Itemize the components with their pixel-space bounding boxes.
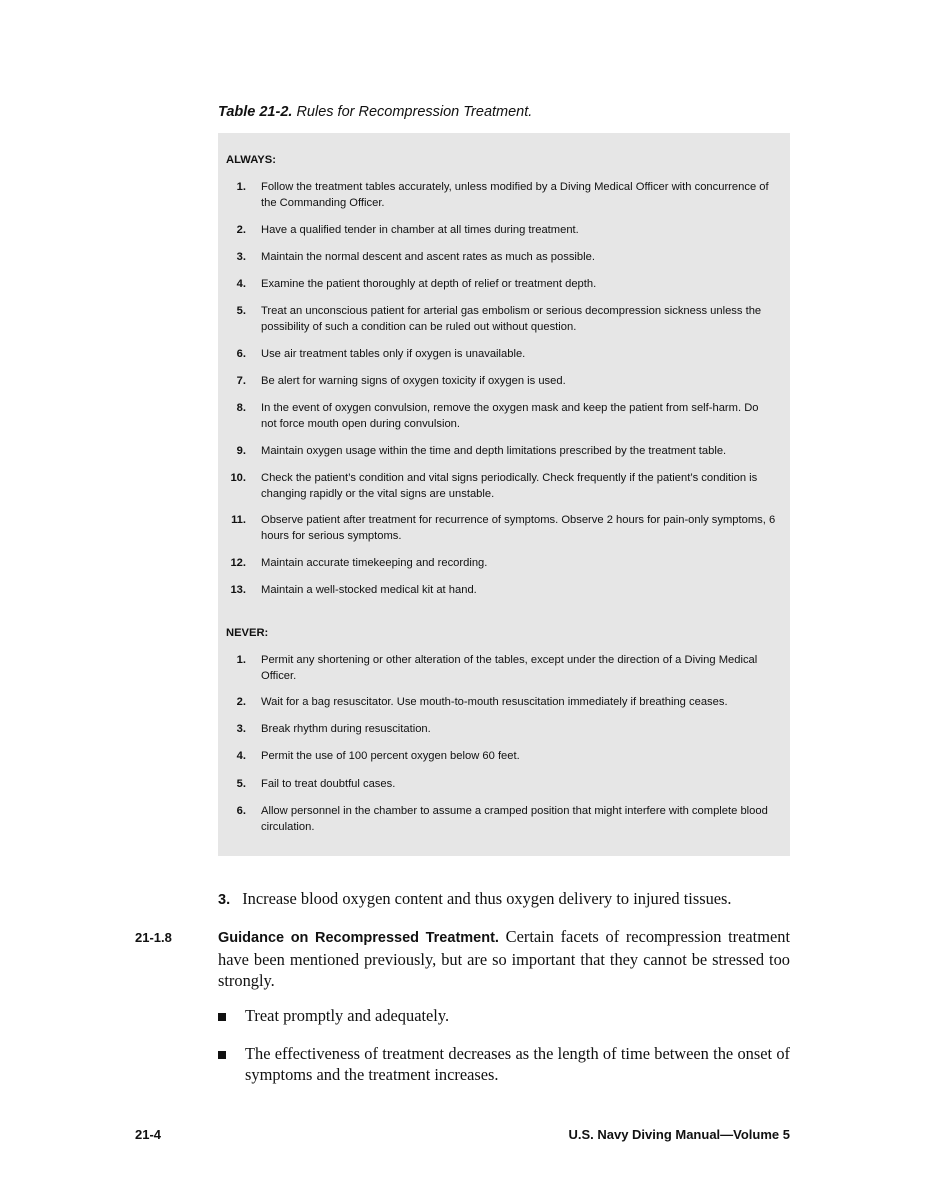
always-item-num: 12. xyxy=(230,557,246,569)
always-item-num: 13. xyxy=(230,584,246,596)
section-title: Guidance on Recompressed Treatment. xyxy=(218,930,499,946)
section-body: Certain facets of recompression treatment have been mentioned previously, but are so important that they cannot be stressed too strongly. xyxy=(218,927,790,990)
always-item-text: Have a qualified tender in chamber at all times during treatment. xyxy=(261,224,579,236)
always-item-text: Maintain a well-stocked medical kit at hand. xyxy=(261,584,477,596)
always-item-num: 11. xyxy=(231,514,246,526)
always-item-text: In the event of oxygen convulsion, remove the oxygen mask and keep the patient from self-harm. Do not force mouth open during convulsion. xyxy=(261,402,759,430)
never-item-num: 2. xyxy=(236,696,246,708)
never-item-num: 5. xyxy=(236,778,246,790)
list-item-3-text: Increase blood oxygen content and thus oxygen delivery to injured tissues. xyxy=(242,889,732,908)
never-heading: NEVER: xyxy=(226,627,269,639)
always-item-num: 9. xyxy=(236,445,246,457)
always-item-num: 6. xyxy=(236,348,246,360)
always-item-num: 1. xyxy=(236,181,246,193)
always-item-num: 5. xyxy=(236,305,246,317)
never-item-num: 4. xyxy=(236,750,246,762)
never-item-num: 6. xyxy=(236,805,246,817)
always-item-num: 4. xyxy=(236,278,246,290)
never-item-text: Break rhythm during resuscitation. xyxy=(261,723,431,735)
bullet-square-icon xyxy=(218,1013,226,1021)
never-item-num: 1. xyxy=(236,654,246,666)
rules-table xyxy=(218,133,790,856)
always-item-text: Maintain oxygen usage within the time and depth limitations prescribed by the treatment table. xyxy=(261,445,727,457)
table-caption-title: Rules for Recompression Treatment. xyxy=(296,104,533,120)
bullet-square-icon xyxy=(218,1051,226,1059)
manual-title: U.S. Navy Diving Manual—Volume 5 xyxy=(568,1127,790,1142)
table-caption xyxy=(218,104,532,120)
always-item-num: 10. xyxy=(230,472,246,484)
always-item-num: 7. xyxy=(236,375,246,387)
list-item-3-num: 3. xyxy=(218,892,231,908)
section-number: 21-1.8 xyxy=(135,930,172,945)
never-item-text: Permit any shortening or other alteration of the tables, except under the direction of a Diving Medical Officer. xyxy=(261,654,758,682)
always-item-num: 2. xyxy=(236,224,246,236)
always-item-text: Observe patient after treatment for recurrence of symptoms. Observe 2 hours for pain-only symptoms, 6 hours for serious symptoms. xyxy=(261,514,776,542)
never-item-text: Fail to treat doubtful cases. xyxy=(261,778,396,790)
section-paragraph xyxy=(218,926,790,991)
table-caption-label: Table 21-2. xyxy=(218,104,293,120)
always-item-text: Maintain the normal descent and ascent rates as much as possible. xyxy=(261,251,595,263)
always-item-text: Be alert for warning signs of oxygen toxicity if oxygen is used. xyxy=(261,375,566,387)
always-item-text: Treat an unconscious patient for arterial gas embolism or serious decompression sickness unless the possibility of such a condition can be ruled out without question. xyxy=(261,305,762,333)
always-item-text: Examine the patient thoroughly at depth of relief or treatment depth. xyxy=(261,278,597,290)
bullet-text-2: The effectiveness of treatment decreases as the length of time between the onset of symptoms and the treatment increases. xyxy=(245,1044,790,1084)
never-item-text: Permit the use of 100 percent oxygen below 60 feet. xyxy=(261,750,520,762)
bullet-text-1: Treat promptly and adequately. xyxy=(245,1006,450,1025)
always-item-num: 3. xyxy=(236,251,246,263)
always-item-text: Use air treatment tables only if oxygen is unavailable. xyxy=(261,348,526,360)
never-item-text: Allow personnel in the chamber to assume a cramped position that might interfere with complete blood circulation. xyxy=(261,805,768,833)
never-item-text: Wait for a bag resuscitator. Use mouth-to-mouth resuscitation immediately if breathing ceases. xyxy=(261,696,728,708)
never-item-num: 3. xyxy=(236,723,246,735)
always-item-num: 8. xyxy=(236,402,246,414)
always-item-text: Follow the treatment tables accurately, unless modified by a Diving Medical Officer with concurrence of the Commanding Officer. xyxy=(261,181,769,209)
always-item-text: Check the patient’s condition and vital signs periodically. Check frequently if the patient’s condition is changing rapidly or the vital signs are unstable. xyxy=(261,472,758,500)
always-item-text: Maintain accurate timekeeping and recording. xyxy=(261,557,488,569)
always-heading: ALWAYS: xyxy=(226,154,276,166)
list-item-3 xyxy=(218,888,790,911)
page-number: 21-4 xyxy=(135,1127,162,1142)
